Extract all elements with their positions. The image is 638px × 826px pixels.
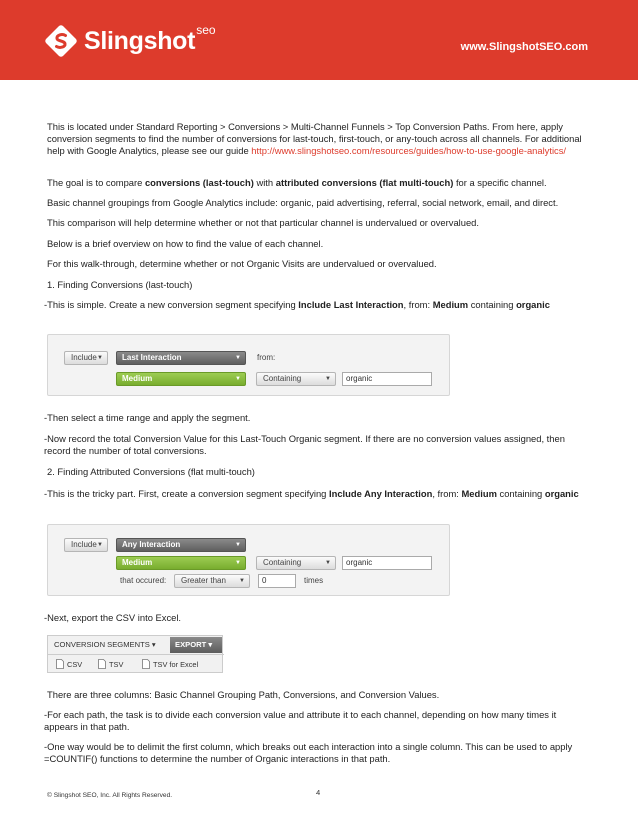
segment1-from-label: from: [257,353,276,362]
segment2-occurred-label: that occured: [120,576,167,585]
section2-text: -This is the tricky part. First, create a conversion segment specifying [44,488,329,499]
chevron-down-icon: ▼ [239,578,245,584]
section2-text-mid2: containing [496,488,545,499]
segment2-times-label: times [304,576,324,585]
section1-bold-interaction: Include Last Interaction [298,299,404,310]
section2-bold-interaction: Include Any Interaction [329,488,433,499]
section1-bold-medium: Medium [432,299,469,310]
segment1-value-input[interactable]: organic [342,372,432,386]
columns-paragraph: There are three columns: Basic Channel Grouping Path, Conversions, and Conversion Values. [47,689,440,700]
guide-link[interactable]: http://www.slingshotseo.com/resources/guides/how-to-use-google-analytics/ [251,145,567,156]
chevron-down-icon: ▼ [235,355,241,361]
record-paragraph: -Now record the total Conversion Value for this Last-Touch Organic segment. If there are no conversion values assigned, then record the number of total conversions. [44,433,565,456]
brand-name: Slingshot [84,26,196,55]
slingshot-logo-icon [44,24,78,58]
chevron-down-icon: ▾ [208,640,213,649]
section1-bold-organic: organic [516,299,550,310]
section1-heading: 1. Finding Conversions (last-touch) [47,279,193,290]
slingshot-logo[interactable] [44,24,216,58]
section1-text-mid2: containing [468,299,517,310]
segment2-include-select[interactable] [64,538,108,552]
section1-text: -This is simple. Create a new conversion segment specifying [44,299,299,310]
goal-paragraph [47,177,595,189]
segment2-dimension-select[interactable] [116,556,246,570]
goal-bold-multi-touch: attributed conversions (flat multi-touch) [275,177,454,188]
segment2-count-input[interactable]: 0 [258,574,296,588]
segment2-comparator-label: Greater than [181,576,226,585]
export-step-paragraph: -Next, export the CSV into Excel. [44,612,182,623]
comparison-paragraph: This comparison will help determine whether or not that particular channel is undervalued or overvalued. [47,217,480,228]
export-option-tsv-excel-label: TSV for Excel [153,659,199,669]
conversion-segments-label: CONVERSION SEGMENTS [54,640,150,649]
segment1-include-select[interactable] [64,351,108,365]
section2-text-mid: , from: [432,488,462,499]
chevron-down-icon: ▼ [97,542,103,548]
site-url[interactable]: www.SlingshotSEO.com [460,41,588,53]
intro-text: This is located under Standard Reporting > Conversions > Multi-Channel Funnels > Top Conversion Paths. From here, apply conversion segments to find the number of conversions for last-touch, first-touch, or any-touch across all channels. For additional help with Google Analytics, please see our guide [47,121,582,156]
page-header [0,0,638,80]
delimit-paragraph: -One way would be to delimit the first column, which breaks out each interaction into a single column. This can be used to apply =COUNTIF() functions to determine the number of Organic interactions in that path. [44,741,573,764]
export-option-tsv-excel[interactable] [142,659,198,669]
goal-text-end: for a specific channel. [453,177,547,188]
chevron-down-icon: ▼ [325,560,331,566]
export-option-tsv-label: TSV [109,659,124,669]
section2-instruction [44,488,592,500]
page-number: 4 [316,788,321,797]
segment2-value-input[interactable]: organic [342,556,432,570]
segment2-comparator-select[interactable] [174,574,250,588]
export-bar-screenshot [47,635,223,673]
intro-paragraph [47,121,595,157]
file-icon [98,659,106,669]
time-range-paragraph: -Then select a time range and apply the segment. [44,412,251,423]
goal-text: The goal is to compare [47,177,145,188]
segment2-dimension-label: Medium [122,558,153,567]
segment1-interaction-label: Last Interaction [122,353,182,362]
segment2-match-select[interactable] [256,556,336,570]
segment2-interaction-select[interactable] [116,538,246,552]
chevron-down-icon: ▼ [97,355,103,361]
segment2-interaction-label: Any Interaction [122,540,181,549]
segment2-include-label: Include [71,540,97,549]
export-label: EXPORT [175,640,207,649]
chevron-down-icon: ▼ [325,376,331,382]
section1-text-mid: , from: [403,299,433,310]
goal-bold-last-touch: conversions (last-touch) [144,177,254,188]
export-option-tsv[interactable] [98,659,123,669]
overview-paragraph: Below is a brief overview on how to find the value of each channel. [47,238,324,249]
chevron-down-icon: ▾ [151,640,156,649]
export-option-csv[interactable] [56,659,82,669]
segment1-dimension-select[interactable] [116,372,246,386]
groupings-paragraph: Basic channel groupings from Google Analytics include: organic, paid advertising, referral, social network, email, and direct. [47,197,559,208]
conversion-segments-button[interactable] [54,640,156,649]
segment2-match-label: Containing [263,558,302,567]
file-icon [142,659,150,669]
segment1-match-label: Containing [263,374,302,383]
section2-bold-organic: organic [544,488,579,499]
segment2-screenshot [47,524,450,596]
segment1-dimension-label: Medium [122,374,153,383]
segment1-include-label: Include [71,353,97,362]
segment1-match-select[interactable] [256,372,336,386]
footer-copyright: © Slingshot SEO, Inc. All Rights Reserved. [47,792,173,799]
chevron-down-icon: ▼ [235,376,241,382]
brand-suffix: seo [196,23,216,37]
export-bar-header [48,636,224,655]
section1-instruction [44,299,592,311]
walkthrough-paragraph: For this walk-through, determine whether or not Organic Visits are undervalued or overvalued. [47,258,437,269]
segment1-screenshot [47,334,450,396]
export-button[interactable] [170,637,222,653]
chevron-down-icon: ▼ [235,560,241,566]
file-icon [56,659,64,669]
section2-heading: 2. Finding Attributed Conversions (flat multi-touch) [47,466,255,477]
section2-bold-medium: Medium [461,488,497,499]
each-path-paragraph: -For each path, the task is to divide each conversion value and attribute it to each channel, depending on how many times it appears in that path. [44,709,557,732]
segment1-interaction-select[interactable] [116,351,246,365]
export-option-csv-label: CSV [67,659,83,669]
chevron-down-icon: ▼ [235,542,241,548]
goal-text-mid: with [253,177,276,188]
